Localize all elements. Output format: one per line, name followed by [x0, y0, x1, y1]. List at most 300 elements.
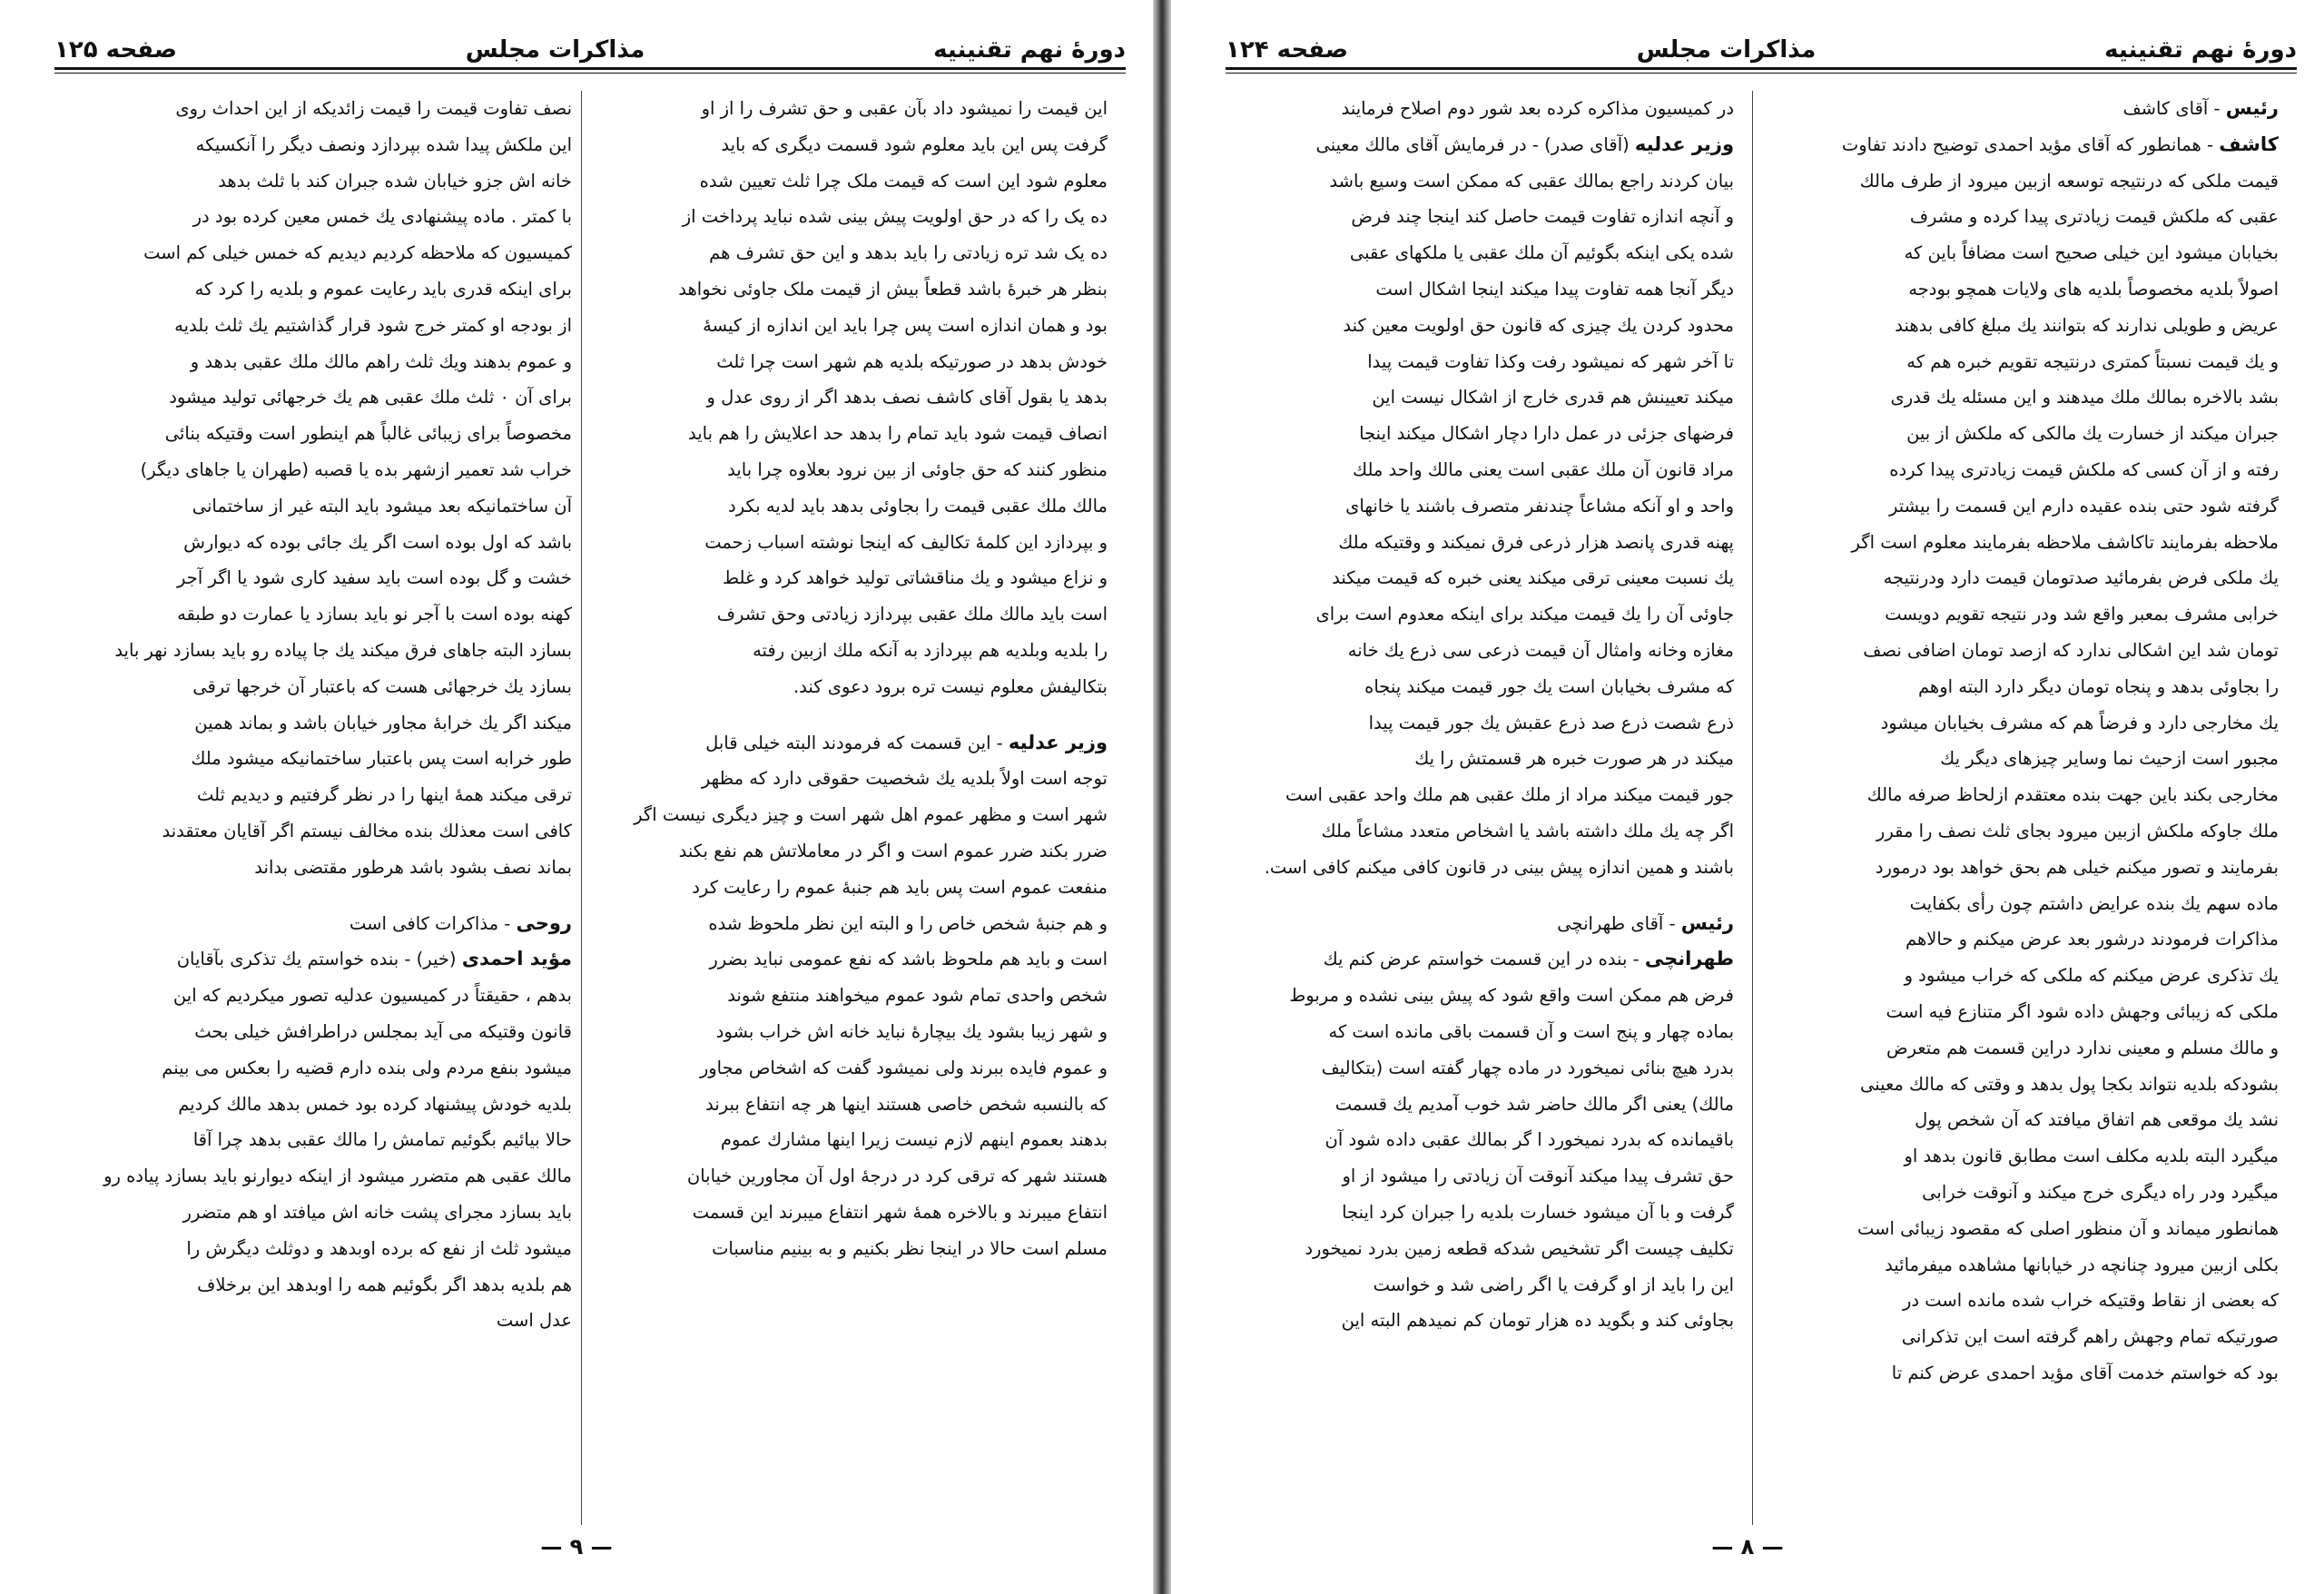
text-line	[64, 199, 572, 235]
line-text: مراد قانون آن ملك عقبی است یعنی مالك واحد ملك	[1353, 458, 1734, 480]
line-text: بفرمایند و تصور میکنم خیلی هم بحق خواهد بود درمورد	[1875, 856, 2279, 878]
text-line	[1770, 416, 2279, 452]
line-text: گرفت و با آن میشود خسارت بلدیه را جبران کرد اینجا	[1342, 1201, 1734, 1223]
text-line	[64, 271, 572, 308]
speaker-name: رئیس	[2225, 97, 2279, 119]
text-line	[599, 1158, 1108, 1195]
line-text: ذرع شصت ذرع صد ذرع عقبش یك جور قیمت پیدا	[1368, 712, 1734, 733]
text-line	[1226, 978, 1734, 1014]
text-line	[599, 1231, 1108, 1267]
line-text: حق تشرف پیدا میکند آنوقت آن زیادتی را میشود از او	[1342, 1166, 1734, 1187]
text-line	[1770, 271, 2279, 308]
text-line	[599, 1087, 1108, 1123]
line-text: ملکی که زیبائی وجهش داده شود اگر متنازع فیه است	[1886, 1000, 2279, 1022]
line-text: مخارجی بکند باین جهت بنده معتقدم ازلحاظ صرفه مالك	[1866, 784, 2279, 806]
line-text: واحد و او آنکه مشاعاً چندنفر متصرف باشند یا خانهای	[1345, 495, 1734, 517]
text-line	[64, 1158, 572, 1195]
line-text: تکلیف چیست اگر تشخیص شدکه قطعه زمین بدرد نمیخورد	[1305, 1237, 1734, 1259]
text-line	[1770, 1102, 2279, 1138]
text-line	[1226, 669, 1734, 705]
text-line	[1770, 199, 2279, 235]
text-line	[599, 235, 1108, 271]
line-text: ملاحظه بفرمایند تاکاشف ملاحظه بفرمایند معلوم است اگر	[1851, 531, 2279, 553]
line-text: در کمیسیون مذاکره کرده بعد شور دوم اصلاح فرمایند	[1341, 98, 1734, 119]
speaker-name: کاشف	[2219, 133, 2279, 155]
text-line	[1226, 308, 1734, 344]
text-line	[64, 452, 572, 488]
text-line	[599, 669, 1108, 705]
text-line	[1226, 1050, 1734, 1087]
text-line	[1770, 1283, 2279, 1319]
text-line	[64, 906, 572, 942]
text-line	[1770, 1319, 2279, 1355]
line-text: برای آن ۰ ثلث ملك عقبی هم یك خرجهائی تولید میشود	[169, 387, 572, 408]
line-text: منفعت عموم است پس باید هم جنبهٔ عموم را رعایت کرد	[692, 876, 1108, 898]
line-text: نصف تفاوت قیمت را قیمت زائدیکه از این احداث روی	[175, 98, 572, 119]
line-text: جاوئی آن را یك قیمت میکند برای اینکه معدوم است برای	[1315, 604, 1734, 625]
text-line	[1770, 379, 2279, 416]
line-text: - آقای کاشف	[2122, 98, 2226, 119]
text-line	[1770, 1030, 2279, 1067]
speaker-name: روحی	[516, 911, 572, 934]
text-line	[64, 941, 572, 978]
text-line	[599, 416, 1108, 452]
line-text: و نزاع میشود و یك مناقشاتی تولید خواهد کرد و غلط	[723, 567, 1108, 589]
text-line	[64, 978, 572, 1014]
header-rule	[1226, 73, 2297, 74]
line-text: ملك جاوکه ملکش ازبین میرود بجای ثلث نصف را مقرر	[1876, 820, 2279, 841]
line-text: این قیمت را نمیشود داد بآن عقبی و حق تشرف را از او	[701, 98, 1108, 119]
speaker-name: وزیر عدلیه	[1008, 731, 1108, 753]
text-line	[599, 633, 1108, 669]
line-text: بماده چهار و پنج است و آن قسمت باقی مانده است که	[1328, 1020, 1734, 1042]
text-line	[1770, 235, 2279, 271]
line-text: ضرر بکند ضرر عموم است و اگر در معاملاتش هم نفع بکند	[678, 840, 1108, 861]
text-line	[64, 1014, 572, 1050]
line-text: باقیمانده که بدرد نمیخورد ا گر بمالك عقبی داده شود آن	[1324, 1129, 1734, 1151]
line-text: بدهند بعموم اینهم لازم نیست زیرا اینها مشارك عموم	[720, 1129, 1108, 1151]
line-text: خرابی مشرف بمعبر واقع شد ودر نتیجه تقویم دویست	[1885, 604, 2279, 625]
line-text: ماده سهم یك بنده عرایض داشتم چون رأی بکفایت	[1909, 892, 2279, 914]
line-text: تا آخر شهر که نمیشود رفت وکذا تفاوت قیمت پیدا	[1367, 350, 1734, 372]
text-line	[1770, 921, 2279, 958]
text-line	[1226, 633, 1734, 669]
header-rule	[54, 73, 1126, 74]
text-line	[1226, 488, 1734, 525]
line-text: هم بلدیه بدهد اگر بگوئیم همه را اوبدهد این برخلاف	[197, 1274, 572, 1295]
text-line	[1770, 1211, 2279, 1247]
line-text: بیان کردند راجع بمالك عقبی که ممکن است وسیع باشد	[1329, 170, 1734, 192]
text-line	[599, 163, 1108, 200]
text-line	[1226, 1303, 1734, 1339]
line-text: است باید مالك ملك عقبی بپردازد زیادتی وحق تشرف	[716, 604, 1108, 625]
line-text: صورتیکه تمام وجهش راهم گرفته است این تذکرانی	[1901, 1326, 2279, 1348]
text-line	[599, 379, 1108, 416]
line-text: ده یک را که در حق اولویت پیش بینی شده نباید پرداخت از	[682, 206, 1108, 228]
text-line	[1226, 1014, 1734, 1050]
line-text: عریض و طویلی ندارند که بتوانند یك مبلغ کافی بدهند	[1895, 314, 2279, 336]
text-line	[1226, 705, 1734, 742]
line-text: بماند نصف بشود باشد هرطور مقتضی بداند	[254, 856, 572, 878]
right-page-left-column	[1226, 91, 1734, 1534]
text-line	[1226, 1122, 1734, 1158]
text-line	[64, 705, 572, 742]
line-text: و شهر زیبا بشود یك بیچارهٔ نباید خانه اش خراب بشود	[715, 1020, 1108, 1042]
line-text: هستند شهر که ترقی کرد در درجهٔ اول آن مجاورین خیابان	[686, 1166, 1108, 1187]
line-text: را بلدیه وبلدیه هم بپردازد به آنکه ملك ازبین رفته	[753, 639, 1108, 661]
left-page-header	[54, 18, 1126, 64]
line-text: یك ملکی فرض بفرمائید صدتومان قیمت دارد ودرنتیجه	[1883, 567, 2279, 589]
left-page-page-label: صفحه ۱۲۵	[54, 36, 178, 64]
paragraph-gap	[1226, 886, 1734, 906]
line-text: بدهد یا بقول آقای کاشف نصف بدهد اگر از روی عدل و	[706, 387, 1108, 408]
left-page-left-column	[64, 91, 572, 1534]
line-text: با کمتر . ماده پیشنهادی یك خمس معین کرده بود در	[192, 206, 572, 228]
line-text: خشت و گل بوده است باید سفید کاری شود یا اگر آجر	[177, 567, 572, 589]
line-text: ده یک شد تره زیادتی را باید بدهد و این حق تشرف هم	[709, 242, 1108, 264]
line-text: میکند تعیینش هم قدری خارج از اشکال نیست این	[1372, 387, 1734, 408]
line-text: بخیابان میشود این خیلی صحیح است مضافاً باین که	[1904, 242, 2279, 264]
line-text: و هم جنبهٔ شخص خاص را و البته این نظر ملحوظ شده	[708, 912, 1108, 934]
left-page-right-column	[599, 91, 1108, 1534]
text-line	[1226, 525, 1734, 561]
text-line	[1226, 1195, 1734, 1231]
line-text: بجاوئی کند و بگوید ده هزار تومان کم نمیدهم البته این	[1341, 1310, 1734, 1332]
text-line	[1226, 596, 1734, 633]
text-line	[1226, 850, 1734, 886]
text-line	[1770, 1138, 2279, 1175]
line-text: و عموم فایده ببرند ولی نمیشود گفت که اشخاص مجاور	[699, 1057, 1108, 1078]
text-line	[1226, 941, 1734, 978]
line-text: عقبی که ملکش قیمت زیادتری پیدا کرده و مشرف	[1909, 206, 2279, 228]
text-line	[1226, 1158, 1734, 1195]
text-line	[599, 271, 1108, 308]
text-line	[64, 308, 572, 344]
text-line	[64, 1122, 572, 1158]
line-text: بشودکه بلدیه نتواند بکجا پول بدهد و وقتی که مالك معینی	[1859, 1073, 2279, 1095]
line-text: بود که خواستم خدمت آقای مؤید احمدی عرض کنم تا	[1891, 1362, 2279, 1383]
line-text: خودش بدهد در صورتیکه بلدیه هم شهر است چرا ثلث	[716, 350, 1108, 372]
text-line	[64, 1050, 572, 1087]
right-page-session-title: دورهٔ نهم تقنینیه	[2104, 36, 2297, 64]
line-text: بلدیه خودش پیشنهاد کرده بود خمس بدهد مالك کردیم	[178, 1093, 572, 1115]
line-text: - مذاکرات کافی است	[350, 912, 517, 934]
text-line	[1770, 633, 2279, 669]
line-text: بکلی ازبین میرود چنانچه در خیابانها مشاهده میفرمائید	[1885, 1254, 2279, 1275]
text-line	[599, 978, 1108, 1014]
line-text: بدرد هیچ بنائی نمیخورد در ماده چهار گفته است (بتکالیف	[1321, 1057, 1734, 1078]
text-line	[1770, 669, 2279, 705]
line-text: ترقی میکند همهٔ اینها را در نظر گرفتیم و دیدیم ثلث	[196, 784, 572, 806]
text-line	[64, 235, 572, 271]
text-line	[1226, 813, 1734, 850]
line-text: انتفاع میبرند و بالاخره همهٔ شهر انتفاع میبرند این قسمت	[692, 1201, 1108, 1223]
text-line	[1770, 958, 2279, 994]
text-line	[599, 596, 1108, 633]
text-line	[1770, 1175, 2279, 1211]
line-text: مجبور است ازحیث نما وسایر چیزهای دیگر یك	[1940, 748, 2279, 770]
text-line	[1770, 1067, 2279, 1103]
text-line	[599, 833, 1108, 870]
text-line	[1770, 1247, 2279, 1284]
text-line	[1770, 525, 2279, 561]
line-text: و بپردازد این کلمهٔ تکالیف که اینجا نوشته اسباب زحمت	[704, 531, 1108, 553]
text-line	[64, 91, 572, 127]
text-line	[1770, 560, 2279, 596]
text-line	[1226, 271, 1734, 308]
text-line	[64, 777, 572, 813]
line-text: طور خرابه است پس باعتبار ساختمانیکه میشود ملك	[191, 748, 572, 770]
text-line	[64, 850, 572, 886]
column-divider	[1752, 91, 1753, 1525]
text-line	[599, 560, 1108, 596]
line-text: میشود ثلث از نفع که برده اوبدهد و دوثلث دیگرش را	[186, 1237, 572, 1259]
line-text: مخصوصاً برای زیبائی غالباً هم اینطور است وقتیکه بنائی	[164, 423, 572, 445]
line-text: میکند در هر صورت خبره هر قسمتش را یك	[1414, 748, 1734, 770]
line-text: بدهم ، حقیقتاً در کمیسیون عدلیه تصور میکردیم که این	[172, 985, 572, 1007]
left-page-number: — ۹ —	[540, 1534, 613, 1560]
text-line	[1226, 560, 1734, 596]
text-line	[1770, 452, 2279, 488]
line-text: که مشرف بخیابان است یك جور قیمت میکند پنجاه	[1364, 675, 1734, 697]
text-line	[1770, 850, 2279, 886]
text-line	[64, 1267, 572, 1304]
header-rule	[54, 67, 1126, 70]
text-line	[1770, 886, 2279, 922]
line-text: محدود کردن یك چیزی که قانون حق اولویت معین کند	[1343, 314, 1734, 336]
line-text: بود و همان اندازه است پس چرا باید این اندازه از کیسهٔ	[703, 314, 1108, 336]
text-line	[599, 870, 1108, 906]
line-text: نشد یك موقعی هم اتفاق میافتد که آن شخص پول	[1915, 1109, 2279, 1131]
header-rule	[1226, 67, 2297, 70]
line-text: باید بسازد مجرای پشت خانه اش میافتد او هم متضرر	[182, 1201, 572, 1223]
line-text: کافی است معذلك بنده مخالف نیستم اگر آقایان معتقدند	[162, 820, 572, 841]
line-text: مالك عقبی هم متضرر میشود از اینکه دیوارنو باید بسازد پیاده رو	[103, 1166, 572, 1187]
text-line	[64, 1231, 572, 1267]
line-text: رفته و از آن کسی که ملکش قیمت زیادتری پیدا کرده	[1889, 458, 2279, 480]
text-line	[64, 1087, 572, 1123]
line-text: و آنچه اندازه تفاوت قیمت حاصل کند اینجا چند فرض	[1351, 206, 1734, 228]
line-text: بسازد البته جاهای فرق میکند یك جا پیاده رو باید بسازد نهر باید	[114, 639, 572, 661]
text-line	[64, 1195, 572, 1231]
text-line	[64, 1303, 572, 1339]
text-line	[1226, 741, 1734, 777]
line-text: میگیرد البته بلدیه مکلف است مطابق قانون بدهد او	[1904, 1146, 2279, 1167]
line-text: میکند اگر یك خرابهٔ مجاور خیابان باشد و بماند همین	[194, 712, 572, 733]
text-line	[1770, 488, 2279, 525]
line-text: اگر چه یك ملك داشته باشد یا اشخاص متعدد مشاعاً ملك	[1321, 820, 1734, 841]
text-line	[64, 633, 572, 669]
line-text: دیگر آنجا همه تفاوت پیدا میکند اینجا اشکال است	[1375, 278, 1734, 300]
line-text: مغازه وخانه وامثال آن قیمت ذرعی سی ذرع یك خانه	[1347, 639, 1734, 661]
line-text: از بودجه او کمتر خرج شود قرار گذاشتیم یك ثلث بلدیه	[174, 314, 572, 336]
text-line	[599, 1014, 1108, 1050]
line-text: پهنه قدری پانصد هزار ذرعی فرق نمیکند و وقتیکه ملك	[1338, 531, 1734, 553]
text-line	[64, 669, 572, 705]
line-text: قیمت ملکی که درنتیجه توسعه ازبین میرود از طرف مالك	[1859, 170, 2279, 192]
line-text: باشند و همین اندازه پیش بینی در قانون کافی میکنم کافی است.	[1264, 856, 1734, 878]
line-text: شده یکی اینکه بگوئیم آن ملك عقبی یا ملکهای عقبی	[1349, 242, 1734, 264]
line-text: این را باید از او گرفت یا اگر راضی شد و خواست	[1373, 1274, 1734, 1295]
right-page-journal-title: مذاکرات مجلس	[1636, 36, 1817, 64]
text-line	[1770, 596, 2279, 633]
line-text: شخص واحدی تمام شود عموم میخواهند منتفع شوند	[727, 985, 1108, 1007]
line-text: باشد که اول بوده است اگر یك جائی بوده که دیوارش	[183, 531, 572, 553]
line-text: میگیرد ودر راه دیگری خرج میکند و آنوقت خرابی	[1922, 1181, 2279, 1203]
text-line	[64, 525, 572, 561]
text-line	[1226, 379, 1734, 416]
line-text: خراب شد تعمیر ازشهر بده یا قصبه (طهران یا جاهای دیگر)	[140, 458, 572, 480]
text-line	[1226, 906, 1734, 942]
line-text: بنظر هر خبرهٔ باشد قطعاً بیش از قیمت ملک جاوئی نخواهد	[678, 278, 1108, 300]
line-text: همانطور میماند و آن منظور اصلی که مقصود زیبائی است	[1856, 1217, 2279, 1239]
text-line	[599, 1122, 1108, 1158]
line-text: یك مخارجی دارد و فرضاً هم که مشرف بخیابان میشود	[1880, 712, 2279, 733]
text-line	[599, 344, 1108, 380]
text-line	[1226, 235, 1734, 271]
speaker-name: طهرانچی	[1644, 948, 1734, 970]
line-text: مالك) یعنی اگر مالك حاضر شد خوب آمدیم یك قسمت	[1334, 1093, 1734, 1115]
text-line	[64, 127, 572, 163]
line-text: عدل است	[496, 1310, 572, 1332]
line-text: یك تذکری عرض میکنم که ملکی که خراب میشود و	[1904, 965, 2279, 987]
line-text: جور قیمت میکند مراد از ملك عقبی هم ملك واحد عقبی است	[1285, 784, 1734, 806]
line-text: اصولاً بلدیه مخصوصاً بلدیه های ولایات همچو بودجه	[1908, 278, 2279, 300]
right-page-number: — ۸ —	[1711, 1534, 1784, 1560]
line-text: و عموم بدهند ویك ثلث راهم مالك ملك عقبی بدهد و	[190, 350, 572, 372]
line-text: بتکالیفش معلوم نیست تره برود دعوی کند.	[793, 675, 1108, 697]
text-line	[1226, 199, 1734, 235]
text-line	[1770, 741, 2279, 777]
text-line	[64, 488, 572, 525]
line-text: (آقای صدر) - در فرمایش آقای مالك معینی	[1315, 133, 1635, 155]
paragraph-gap	[599, 705, 1108, 725]
text-line	[64, 416, 572, 452]
text-line	[1770, 705, 2279, 742]
text-line	[1770, 777, 2279, 813]
text-line	[599, 761, 1108, 797]
text-line	[599, 906, 1108, 942]
text-line	[64, 813, 572, 850]
text-line	[599, 1195, 1108, 1231]
text-line	[1770, 1355, 2279, 1392]
line-text: مسلم است حالا در اینجا نظر بکنیم و به بینیم مناسبات	[712, 1237, 1108, 1259]
line-text: که بالنسبه شخص خاصی هستند اینها هر چه انتفاع ببرند	[705, 1093, 1108, 1115]
text-line	[1770, 813, 2279, 850]
text-line	[64, 560, 572, 596]
text-line	[1226, 344, 1734, 380]
text-line	[599, 452, 1108, 488]
line-text: برای اینکه قدری باید رعایت عموم و بلدیه را کرد که	[194, 278, 572, 300]
text-line	[1770, 308, 2279, 344]
line-text: معلوم شود این است که قیمت ملک چرا ثلث تعیین شده	[699, 170, 1108, 192]
line-text: شهر است و مظهر عموم اهل شهر است و چیز دیگری نیست اگر	[634, 804, 1108, 826]
speaker-name: وزیر عدلیه	[1634, 133, 1734, 155]
right-page-header	[1226, 18, 2297, 64]
text-line	[599, 308, 1108, 344]
line-text: یك نسبت معینی ترقی میکند یعنی خبره که قیمت میکند	[1332, 567, 1734, 589]
line-text: - بنده در این قسمت خواستم عرض کنم یك	[1323, 949, 1645, 970]
text-line	[599, 199, 1108, 235]
right-page-right-column	[1770, 91, 2279, 1534]
left-page	[0, 0, 1153, 1594]
line-text: و مالك مسلم و معینی ندارد دراین قسمت هم متعرض	[1886, 1037, 2279, 1058]
text-line	[599, 725, 1108, 762]
text-line	[599, 797, 1108, 833]
text-line	[1226, 1087, 1734, 1123]
line-text: جبران میکند از خسارت یك مالکی که ملکش از بین	[1906, 423, 2279, 445]
line-text: - همانطور که آقای مؤید احمدی توضیح دادند تفاوت	[1841, 133, 2220, 155]
line-text: انصاف قیمت شود باید تمام را بدهد حد اعلایش را هم باید	[688, 423, 1108, 445]
text-line	[599, 91, 1108, 127]
line-text: فرض هم ممکن است واقع شود که پیش بینی نشده و مربوط	[1289, 985, 1734, 1007]
text-line	[64, 163, 572, 200]
line-text: است و باید هم ملحوظ باشد که نفع عمومی نباید بضرر	[709, 949, 1108, 970]
book-gutter	[1153, 0, 1171, 1594]
text-line	[64, 379, 572, 416]
text-line	[1770, 91, 2279, 127]
text-line	[599, 1050, 1108, 1087]
line-text: گرفت پس این باید معلوم شود قسمت دیگری که باید	[721, 133, 1108, 155]
speaker-name: مؤید احمدی	[461, 948, 572, 970]
right-page-page-label: صفحه ۱۲۴	[1226, 36, 1349, 64]
text-line	[1226, 163, 1734, 200]
line-text: تومان شد این اشکالی ندارد که ازصد تومان اضافی نصف	[1863, 639, 2279, 661]
speaker-name: رئیس	[1680, 911, 1734, 934]
text-line	[599, 525, 1108, 561]
line-text: منظور کنند که حق جاوئی از بین نرود بعلاوه چرا باید	[727, 458, 1108, 480]
line-text: - این قسمت که فرمودند البته خیلی قابل	[705, 732, 1009, 753]
text-line	[599, 488, 1108, 525]
paragraph-gap	[64, 886, 572, 906]
left-page-session-title: دورهٔ نهم تقنینیه	[933, 36, 1126, 64]
text-line	[1226, 1231, 1734, 1267]
line-text: حالا بیائیم بگوئیم تمامش را مالك عقبی بدهد چرا آقا	[192, 1129, 572, 1151]
line-text: و یك قیمت نسبتاً کمتری درنتیجه تقویم خبره هم که	[1906, 350, 2279, 372]
text-line	[64, 344, 572, 380]
line-text: میشود بنفع مردم ولی بنده دارم قضیه را بعکس می بینم	[162, 1057, 572, 1078]
line-text: گرفته شود حتی بنده عقیده دارم این قسمت را بیشتر	[1889, 495, 2279, 517]
line-text: توجه است اولاً بلدیه یك شخصیت حقوقی دارد که مظهر	[701, 768, 1108, 790]
line-text: فرضهای جزئی در عمل دارا دچار اشکال میکند اینجا	[1359, 423, 1734, 445]
text-line	[1226, 1267, 1734, 1304]
text-line	[1770, 344, 2279, 380]
text-line	[599, 941, 1108, 978]
line-text: این ملکش پیدا شده بپردازد ونصف دیگر را آنکسیکه	[195, 133, 572, 155]
text-line	[64, 596, 572, 633]
line-text: آن ساختمانیکه بعد میشود باید البته غیر از ساختمانی	[192, 495, 572, 517]
column-divider	[581, 91, 582, 1525]
text-line	[1226, 127, 1734, 163]
text-line	[1226, 91, 1734, 127]
line-text: مالك ملك عقبی قیمت را بجاوئی بدهد باید لدیه بکرد	[728, 495, 1108, 517]
text-line	[1226, 416, 1734, 452]
text-line	[1770, 994, 2279, 1030]
line-text: که بعضی از نقاط وقتیکه خراب شده مانده است در	[1902, 1290, 2279, 1312]
line-text: (خیر) - بنده خواستم یك تذکری بآقایان	[176, 949, 462, 970]
line-text: قانون وقتیکه می آید بمجلس دراطرافش خیلی بحث	[194, 1020, 572, 1042]
text-line	[1226, 777, 1734, 813]
line-text: مذاکرات فرمودند درشور بعد عرض میکنم و حالاهم	[1905, 929, 2279, 950]
text-line	[1226, 452, 1734, 488]
text-line	[599, 127, 1108, 163]
line-text: کهنه بوده است با آجر نو باید بسازد یا عمارت دو طبقه	[177, 604, 572, 625]
left-page-journal-title: مذاکرات مجلس	[465, 36, 645, 64]
text-line	[1770, 163, 2279, 200]
line-text: را بجاوئی بدهد و پنجاه تومان دیگر دارد البته اوهم	[1917, 675, 2279, 697]
line-text: - آقای طهرانچی	[1557, 912, 1681, 934]
right-page	[1171, 0, 2324, 1594]
